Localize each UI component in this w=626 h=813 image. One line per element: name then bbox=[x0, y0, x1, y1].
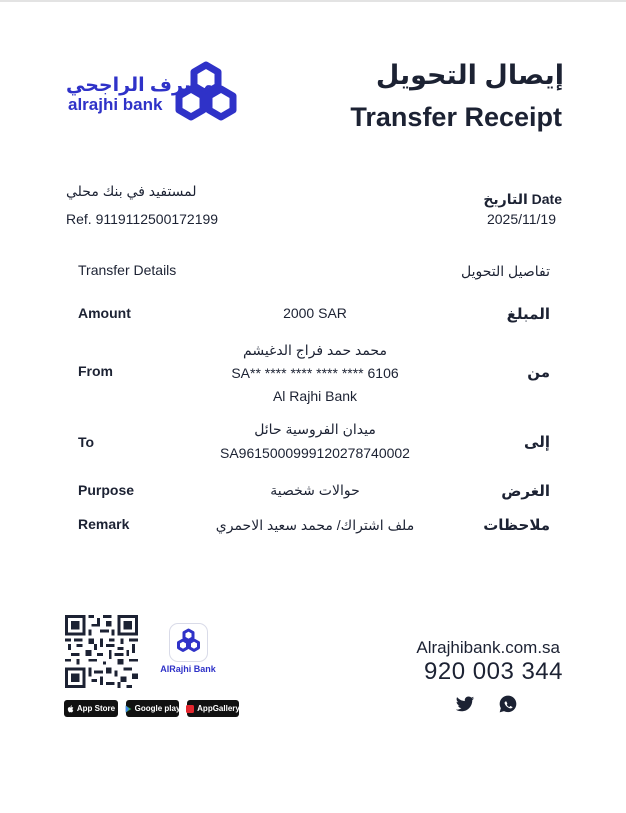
google-play-icon bbox=[125, 705, 132, 713]
alrajhi-logo-icon bbox=[172, 60, 240, 129]
logo-arabic-text: مصرف الراجحي bbox=[66, 75, 215, 96]
google-play-label: Google play bbox=[134, 704, 181, 713]
receipt-title-arabic: إيصال التحويل bbox=[375, 60, 564, 90]
section-title-english: Transfer Details bbox=[78, 262, 177, 278]
amount-value: 2000 SAR bbox=[283, 305, 347, 321]
to-label-english: To bbox=[78, 434, 95, 450]
remark-label-arabic: ملاحظات bbox=[483, 517, 550, 534]
apple-icon bbox=[67, 705, 74, 713]
logo-english-text: alrajhi bank bbox=[68, 95, 163, 114]
from-label-english: From bbox=[78, 363, 113, 379]
purpose-value: حوالات شخصية bbox=[270, 482, 360, 498]
whatsapp-icon[interactable] bbox=[498, 694, 518, 714]
twitter-icon[interactable] bbox=[455, 694, 475, 714]
huawei-icon bbox=[186, 705, 194, 713]
recipient-iban: SA9615000999120278740002 bbox=[220, 445, 410, 461]
date-label: التاريخ Date bbox=[483, 191, 562, 207]
google-play-badge[interactable] bbox=[126, 700, 179, 717]
purpose-label-arabic: الغرض bbox=[501, 483, 550, 500]
app-gallery-badge[interactable] bbox=[187, 700, 239, 717]
section-title-arabic: تفاصيل التحويل bbox=[461, 263, 550, 279]
to-label-arabic: إلى bbox=[524, 434, 550, 451]
date-value: 2025/11/19 bbox=[486, 211, 556, 227]
beneficiary-type: لمستفيد في بنك محلي bbox=[66, 183, 197, 199]
receipt-title-english: Transfer Receipt bbox=[350, 102, 562, 132]
recipient-name: ميدان الفروسية حائل bbox=[254, 421, 376, 437]
remark-label-english: Remark bbox=[78, 516, 130, 532]
sender-name: محمد حمد فراج الدغيشم bbox=[243, 342, 387, 358]
reference-number: Ref. 9119112500172199 bbox=[66, 211, 219, 227]
app-store-label: App Store bbox=[76, 704, 116, 713]
app-gallery-label: AppGallery bbox=[197, 704, 240, 713]
from-label-arabic: من bbox=[527, 364, 550, 381]
sender-iban: SA** **** **** **** **** 6106 bbox=[231, 365, 399, 381]
app-name-label: AlRajhi Bank bbox=[160, 664, 216, 674]
amount-label-english: Amount bbox=[78, 305, 131, 321]
remark-value: ملف اشتراك/ محمد سعيد الاحمري bbox=[215, 517, 415, 533]
sender-bank: Al Rajhi Bank bbox=[272, 388, 358, 404]
qr-code-icon[interactable] bbox=[65, 615, 138, 688]
app-store-badge[interactable] bbox=[64, 700, 118, 717]
purpose-label-english: Purpose bbox=[78, 482, 135, 498]
phone-number[interactable]: 920 003 344 bbox=[424, 658, 563, 685]
alrajhi-app-icon[interactable] bbox=[169, 623, 208, 662]
top-divider bbox=[0, 0, 626, 2]
website-link[interactable]: Alrajhibank.com.sa bbox=[416, 638, 560, 657]
amount-label-arabic: المبلغ bbox=[506, 306, 550, 323]
